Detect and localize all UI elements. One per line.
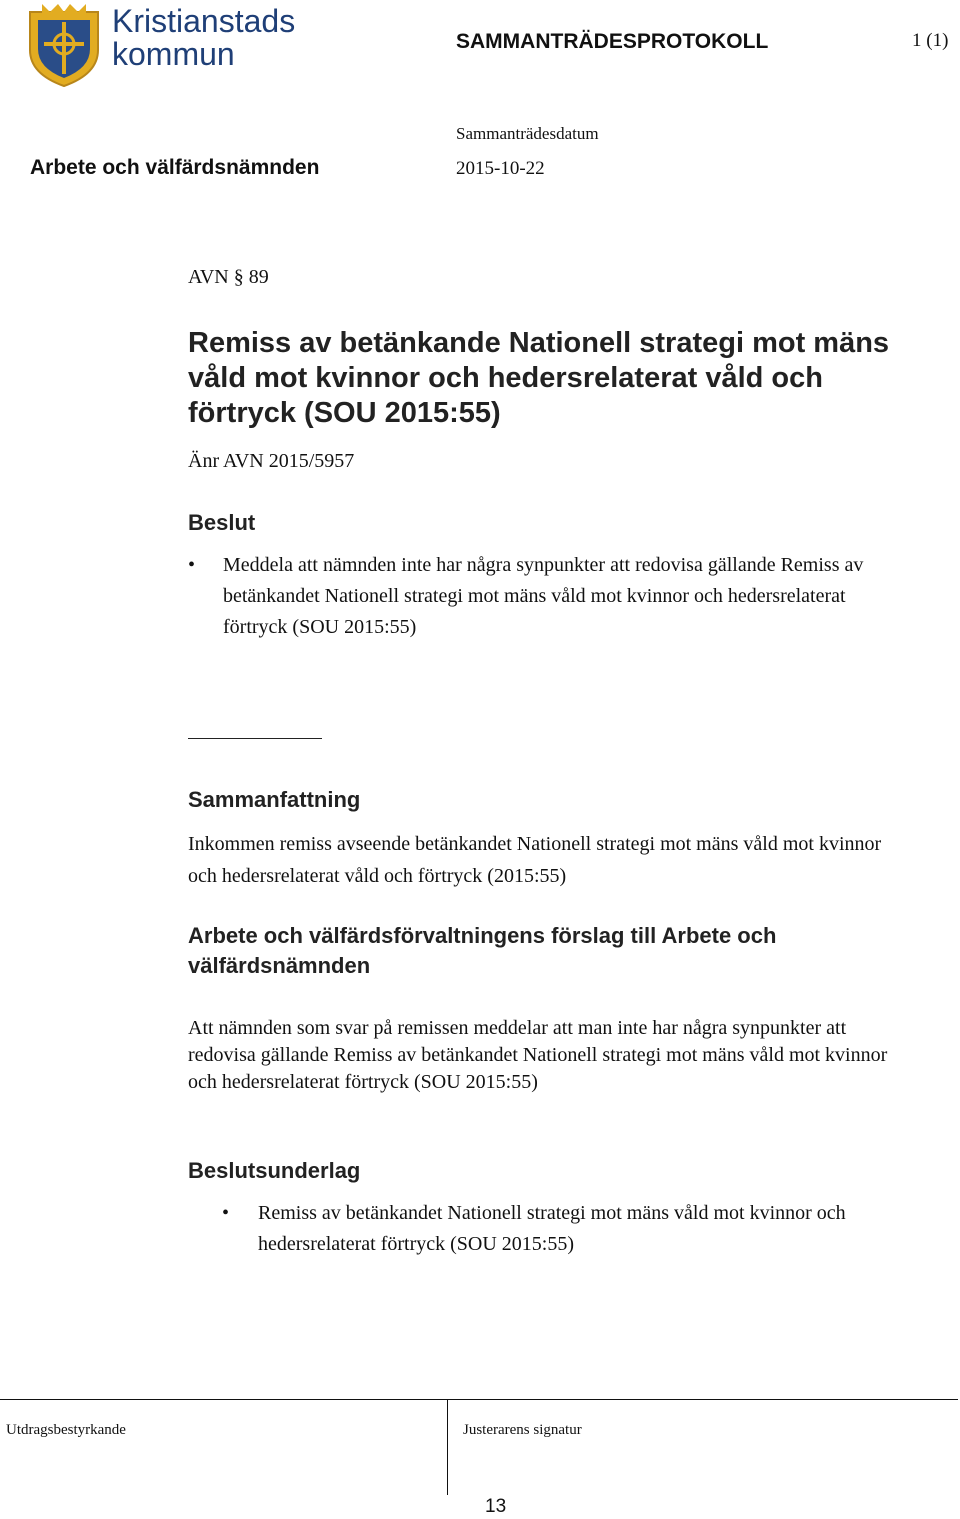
footer-divider [447,1399,448,1495]
section-number: AVN § 89 [188,266,269,288]
footer-signature-label: Justerarens signatur [463,1422,582,1438]
basis-list [222,1198,872,1260]
bullet-icon: • [222,1202,230,1224]
list-item [188,550,888,643]
footer-certification-label: Utdragsbestyrkande [6,1422,126,1438]
coat-of-arms-icon [22,2,106,88]
municipality-logo [22,2,312,88]
decision-list [188,550,888,643]
footer-page-number: 13 [485,1496,507,1517]
logo-line-1: Kristianstads [112,3,296,39]
proposal-text: Att nämnden som svar på remissen meddelar att man inte har några synpunkter att redovisa gällande Remiss av betänkandet Nationell strategi mot mäns våld mot kvinnor och hedersrelaterat förtryck (SOU 2015:55) [188,1017,888,1093]
summary-heading: Sammanfattning [188,787,361,812]
list-item [222,1198,872,1260]
footer-rule [0,1399,958,1400]
decision-heading: Beslut [188,510,256,535]
summary-text: Inkommen remiss avseende betänkandet Nationell strategi mot mäns våld mot kvinnor och hedersrelaterat våld och förtryck (2015:55) [188,833,882,887]
committee-name: Arbete och välfärdsnämnden [30,156,320,179]
case-number: Änr AVN 2015/5957 [188,450,355,472]
date-label: Sammanträdesdatum [456,124,599,143]
decision-item-text: Meddela att nämnden inte har några synpunkter att redovisa gällande Remiss av betänkandet Nationell strategi mot mäns våld mot kvinnor och hedersrelaterat förtryck (SOU 2015:55) [223,554,864,638]
meeting-date: 2015-10-22 [456,158,545,179]
page-number: 1 (1) [912,30,949,51]
divider [188,738,322,739]
page-title: Remiss av betänkande Nationell strategi mot mäns våld mot kvinnor och hedersrelaterat våld och förtryck (SOU 2015:55) [188,327,890,429]
document-title: SAMMANTRÄDESPROTOKOLL [456,30,769,53]
logo-line-2: kommun [112,36,235,72]
basis-heading: Beslutsunderlag [188,1158,361,1183]
basis-item-text: Remiss av betänkandet Nationell strategi mot mäns våld mot kvinnor och hedersrelaterat förtryck (SOU 2015:55) [258,1202,846,1255]
proposal-heading: Arbete och välfärdsförvaltningens förslag till Arbete och välfärdsnämnden [188,923,777,978]
bullet-icon: • [188,554,196,576]
